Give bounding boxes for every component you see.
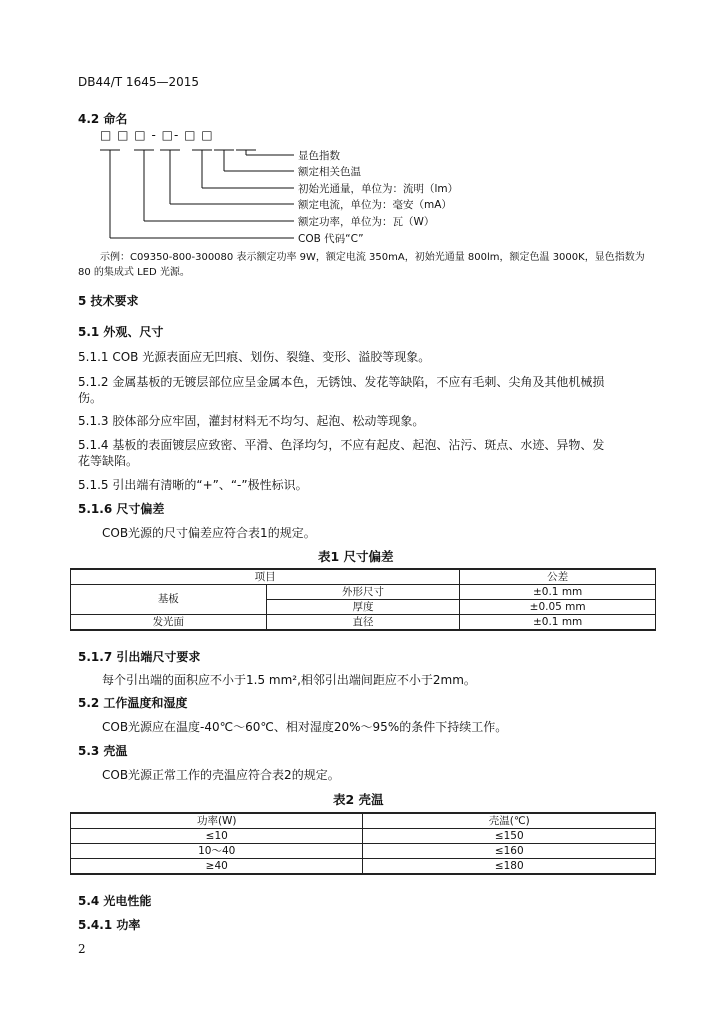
section-5-4-1-title: 5.4.1 功率 [78, 918, 141, 932]
table-cell: 厚度 [266, 600, 460, 615]
naming-label-current: 额定电流，单位为：毫安（mA） [298, 199, 452, 211]
table1-head-item: 项目 [71, 569, 460, 585]
table1 [70, 568, 656, 631]
naming-label-cri: 显色指数 [298, 150, 340, 162]
section-5-3-title: 5.3 壳温 [78, 744, 128, 758]
table-row [71, 844, 656, 859]
clause-5-1-3: 5.1.3 胶体部分应牢固，灌封材料无不均匀、起泡、松动等现象。 [78, 414, 425, 428]
table-cell: ≤10 [71, 829, 363, 844]
clause-5-1-6-text: COB光源的尺寸偏差应符合表1的规定。 [102, 526, 316, 540]
clause-5-1-5: 5.1.5 引出端有清晰的“+”、“-”极性标识。 [78, 478, 308, 492]
section-5-3-text: COB光源正常工作的壳温应符合表2的规定。 [102, 768, 340, 782]
table1-head-tolerance: 公差 [460, 569, 656, 585]
section-5-1-title: 5.1 外观、尺寸 [78, 325, 164, 339]
table-cell: ≤180 [363, 859, 656, 875]
table-row [71, 813, 656, 829]
table-cell: ±0.1 mm [460, 615, 656, 631]
clause-5-1-2-line1: 5.1.2 金属基板的无镀层部位应呈金属本色，无锈蚀、发花等缺陷，不应有毛刺、尖角及其他机械损 [78, 375, 605, 389]
table-cell: ±0.05 mm [460, 600, 656, 615]
table-cell: 10～40 [71, 844, 363, 859]
section-5-2-text: COB光源应在温度-40℃～60℃、相对湿度20%～95%的条件下持续工作。 [102, 720, 508, 734]
table2-head-case-temp: 壳温(℃) [363, 813, 656, 829]
clause-5-1-2-line2: 伤。 [78, 391, 103, 405]
naming-label-code: COB 代码“C” [298, 233, 364, 245]
table-row [71, 569, 656, 585]
section-4-2-title: 4.2 命名 [78, 112, 128, 126]
table1-caption: 表1 尺寸偏差 [318, 549, 394, 564]
table-cell: 外形尺寸 [266, 585, 460, 600]
table-cell: ±0.1 mm [460, 585, 656, 600]
naming-diagram [96, 142, 296, 252]
naming-slots: □ □ □ - □- □ □ [100, 128, 214, 142]
table-row [71, 615, 656, 631]
table-cell: ≤150 [363, 829, 656, 844]
table2-caption: 表2 壳温 [333, 792, 384, 807]
table-row [71, 829, 656, 844]
page-header: DB44/T 1645—2015 [78, 75, 200, 89]
table-cell: ≤160 [363, 844, 656, 859]
clause-5-1-4-line2: 花等缺陷。 [78, 454, 139, 468]
table-cell: ≥40 [71, 859, 363, 875]
section-5-2-title: 5.2 工作温度和湿度 [78, 696, 188, 710]
section-5-4-title: 5.4 光电性能 [78, 894, 152, 908]
page-number: 2 [78, 942, 86, 956]
naming-label-cct: 额定相关色温 [298, 166, 361, 178]
table2 [70, 812, 656, 875]
clause-5-1-6-title: 5.1.6 尺寸偏差 [78, 502, 165, 516]
table-cell: 直径 [266, 615, 460, 631]
table-row [71, 585, 656, 600]
clause-5-1-4-line1: 5.1.4 基板的表面镀层应致密、平滑、色泽均匀，不应有起皮、起泡、沾污、斑点、水迹、异物、发 [78, 438, 605, 452]
table-cell: 发光面 [71, 615, 267, 631]
section-5-title: 5 技术要求 [78, 294, 139, 308]
clause-5-1-7-title: 5.1.7 引出端尺寸要求 [78, 650, 201, 664]
clause-5-1-1: 5.1.1 COB 光源表面应无凹痕、划伤、裂缝、变形、溢胶等现象。 [78, 350, 431, 364]
naming-label-power: 额定功率，单位为：瓦（W） [298, 216, 435, 228]
naming-example-line2: 80 的集成式 LED 光源。 [78, 267, 190, 278]
naming-label-flux: 初始光通量，单位为：流明（lm） [298, 183, 459, 195]
table-cell: 基板 [71, 585, 267, 615]
table2-head-power: 功率(W) [71, 813, 363, 829]
clause-5-1-7-text: 每个引出端的面积应不小于1.5 mm²,相邻引出端间距应不小于2mm。 [102, 673, 476, 687]
table-row [71, 859, 656, 875]
naming-example-line1: 示例：C09350-800-300080 表示额定功率 9W，额定电流 350mA，初始光通量 800lm，额定色温 3000K，显色指数为 [100, 252, 645, 263]
